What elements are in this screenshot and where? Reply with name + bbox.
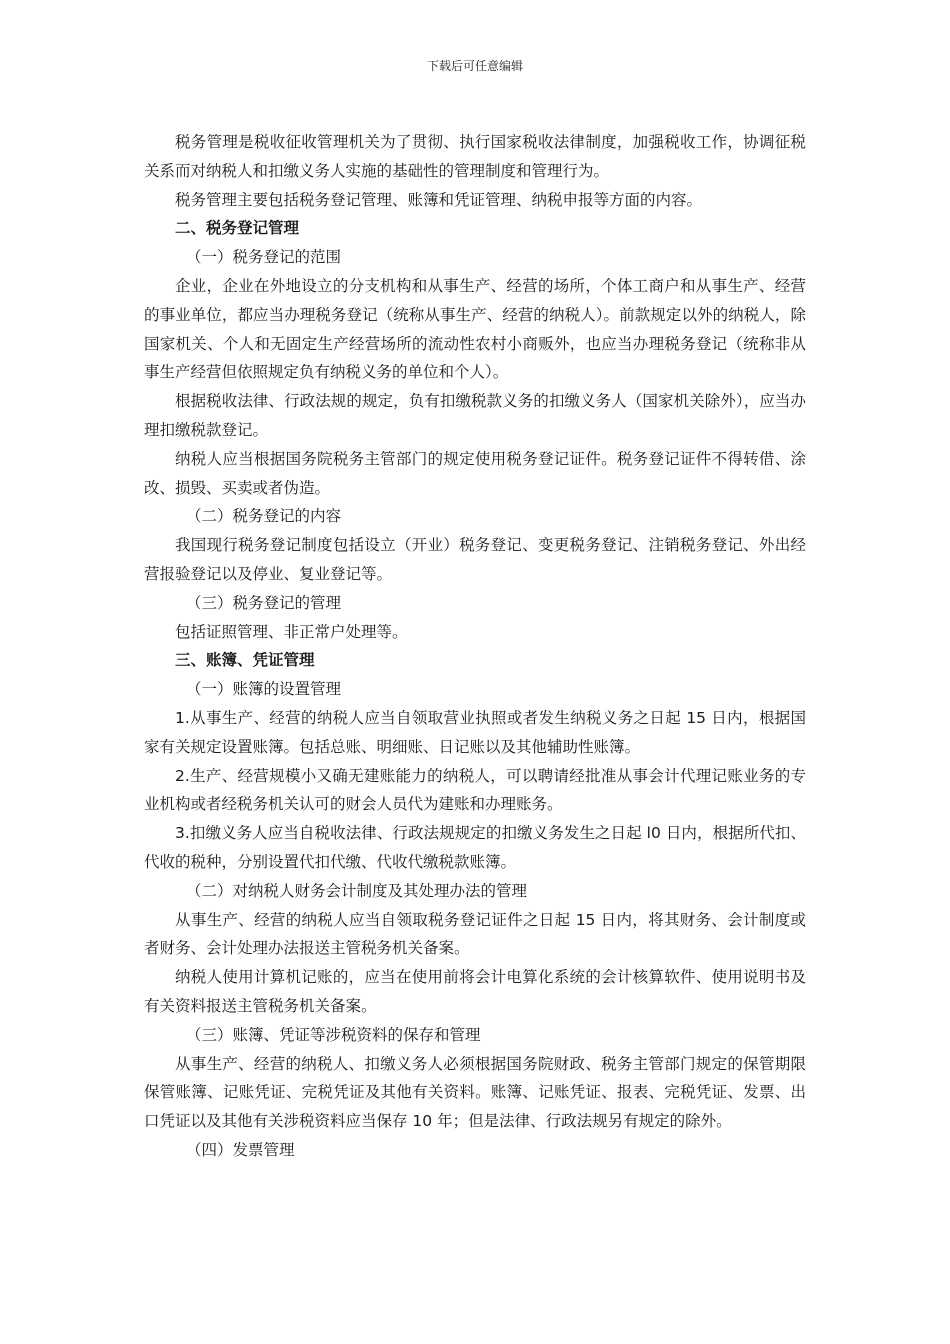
paragraph: 纳税人使用计算机记账的，应当在使用前将会计电算化系统的会计核算软件、使用说明书及有关资料报送主管税务机关备案。 (144, 968, 806, 1015)
paragraph: 纳税人应当根据国务院税务主管部门的规定使用税务登记证件。税务登记证件不得转借、涂改、损毁、买卖或者伪造。 (144, 449, 806, 497)
paragraph: 包括证照管理、非正常户处理等。 (175, 622, 408, 641)
paragraph: 3.扣缴义务人应当自税收法律、行政法规规定的扣缴义务发生之日起 l0 日内，根据所代扣、代收的税种，分别设置代扣代缴、代收代缴税款账簿。 (144, 824, 806, 871)
document-body (144, 128, 806, 1165)
subsection-heading: （四）发票管理 (186, 1140, 295, 1159)
subsection-heading: （二）税务登记的内容 (186, 507, 342, 526)
section-heading: 三、账簿、凭证管理 (175, 651, 315, 670)
subsection-heading: （三）账簿、凭证等涉税资料的保存和管理 (186, 1025, 481, 1044)
paragraph: 1.从事生产、经营的纳税人应当自领取营业执照或者发生纳税义务之日起 15 日内，根据国家有关规定设置账簿。包括总账、明细账、日记账以及其他辅助性账簿。 (144, 708, 806, 756)
paragraph: 税务管理主要包括税务登记管理、账簿和凭证管理、纳税申报等方面的内容。 (175, 190, 703, 209)
subsection-heading: （二）对纳税人财务会计制度及其处理办法的管理 (186, 881, 528, 900)
section-heading: 二、税务登记管理 (175, 219, 300, 238)
paragraph: 税务管理是税收征收管理机关为了贯彻、执行国家税收法律制度，加强税收工作，协调征税关系而对纳税人和扣缴义务人实施的基础性的管理制度和管理行为。 (144, 133, 806, 180)
paragraph: 企业，企业在外地设立的分支机构和从事生产、经营的场所，个体工商户和从事生产、经营的事业单位，都应当办理税务登记（统称从事生产、经营的纳税人）。前款规定以外的纳税人，除国家机关、个人和无固定生产经营场所的流动性农村小商贩外，也应当办理税务登记（统称非从事生产经营但依照规定负有纳税义务的单位和个人）。 (144, 276, 806, 382)
subsection-heading: （一）账簿的设置管理 (186, 680, 342, 699)
paragraph: 根据税收法律、行政法规的规定，负有扣缴税款义务的扣缴义务人（国家机关除外），应当办理扣缴税款登记。 (144, 392, 806, 439)
page-header: 下载后可任意编辑 (426, 59, 523, 73)
paragraph: 从事生产、经营的纳税人、扣缴义务人必须根据国务院财政、税务主管部门规定的保管期限保管账簿、记账凭证、完税凭证及其他有关资料。账簿、记账凭证、报表、完税凭证、发票、出口凭证以及其他有关涉税资料应当保存 10 年；但是法律、行政法规另有规定的除外。 (144, 1054, 806, 1131)
paragraph: 2.生产、经营规模小又确无建账能力的纳税人，可以聘请经批准从事会计代理记账业务的专业机构或者经税务机关认可的财会人员代为建账和办理账务。 (144, 766, 806, 814)
paragraph: 我国现行税务登记制度包括设立（开业）税务登记、变更税务登记、注销税务登记、外出经营报验登记以及停业、复业登记等。 (144, 536, 806, 583)
subsection-heading: （一）税务登记的范围 (186, 248, 342, 267)
subsection-heading: （三）税务登记的管理 (186, 593, 342, 612)
paragraph: 从事生产、经营的纳税人应当自领取税务登记证件之日起 15 日内，将其财务、会计制度或者财务、会计处理办法报送主管税务机关备案。 (144, 910, 806, 958)
